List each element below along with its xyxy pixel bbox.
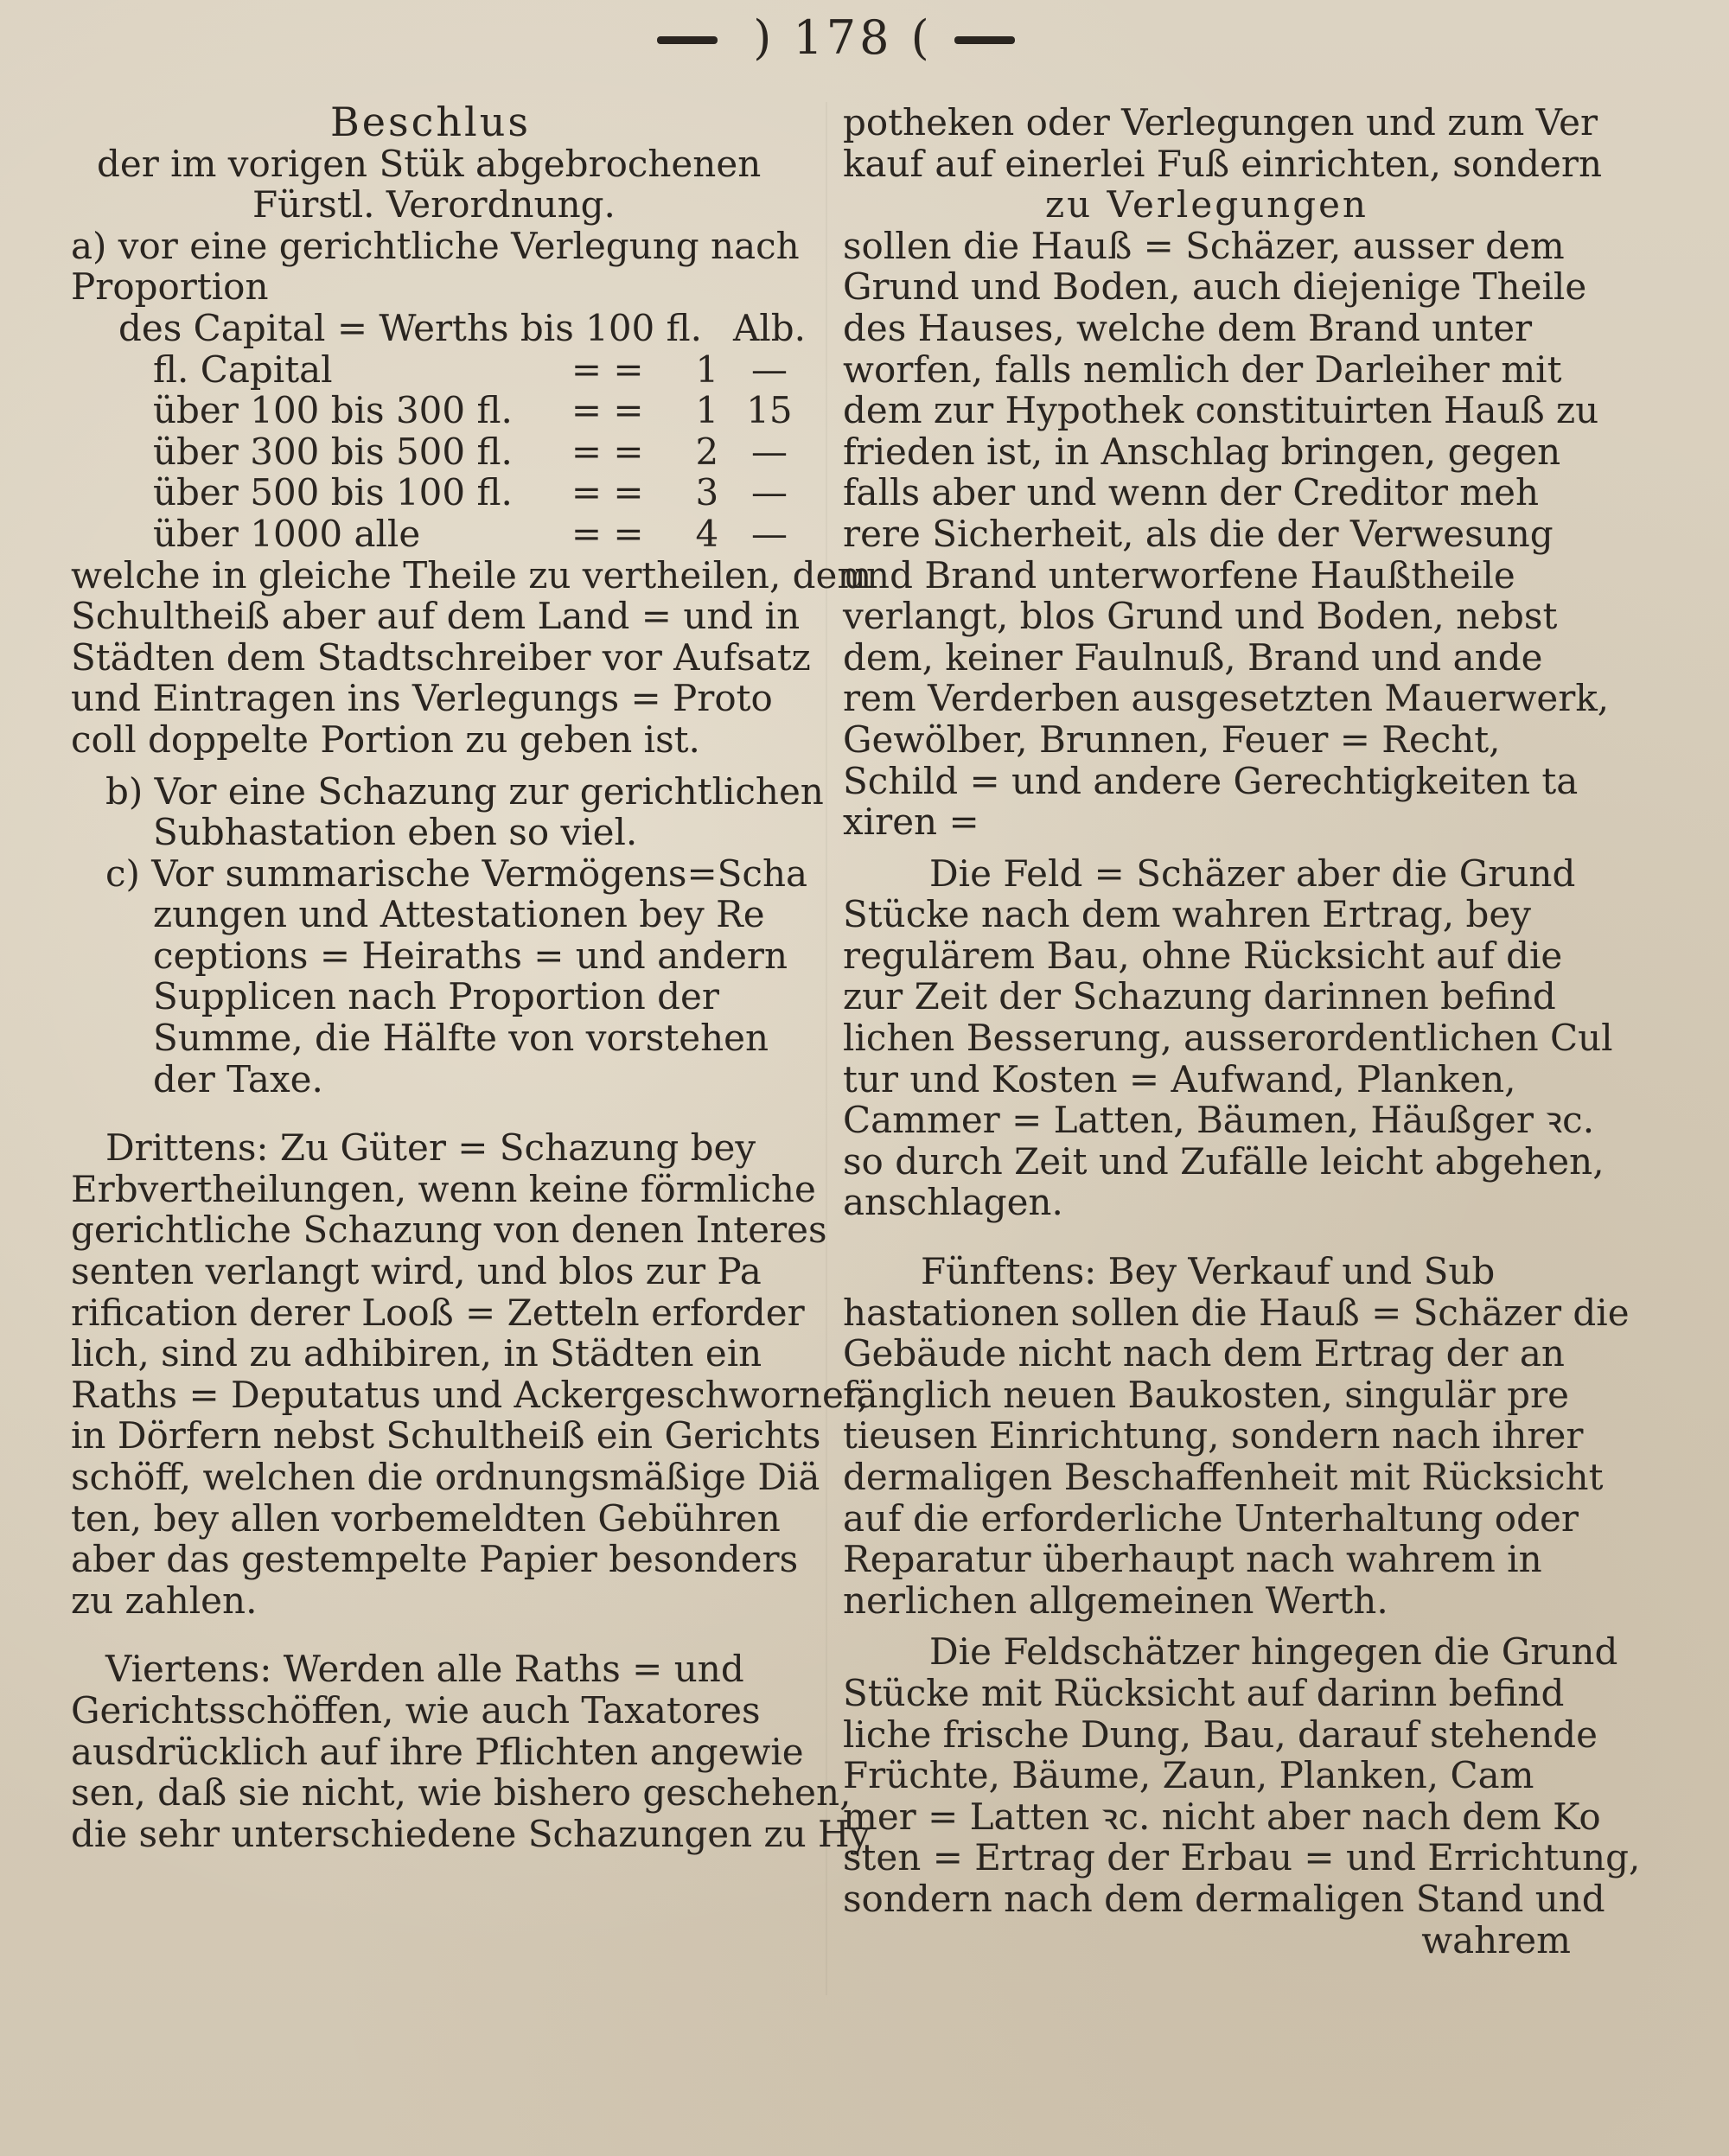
fee-range: über 100 bis 300 fl. — [153, 389, 513, 432]
text-line: Gewölber, Brunnen, Feuer = Recht, — [843, 718, 1501, 761]
table-row — [71, 472, 806, 513]
text-line: Supplicen nach Proportion der — [153, 975, 719, 1018]
text-line: Gerichtsschöffen, wie auch Taxatores — [71, 1688, 761, 1732]
text-line: Erbvertheilungen, wenn keine förmliche — [71, 1167, 816, 1210]
text-line: Cammer = Latten, Bäumen, Häußger ꝛc. — [843, 1099, 1595, 1142]
text-line: Viertens: Werden alle Raths = und — [105, 1648, 744, 1691]
text-line: Schultheiß aber auf dem Land = und in — [71, 595, 801, 638]
text-line: a) vor eine gerichtliche Verlegung nach — [71, 224, 800, 267]
text-line: so durch Zeit und Zufälle leicht abgehen, — [843, 1139, 1605, 1183]
text-line: regulärem Bau, ohne Rücksicht auf die — [843, 934, 1563, 977]
text-line: liche frische Dung, Bau, darauf stehende — [843, 1713, 1598, 1756]
page-header — [0, 10, 1729, 71]
fee-range: über 300 bis 500 fl. — [153, 430, 513, 473]
text-line: des Hauses, welche dem Brand unter — [843, 306, 1533, 349]
text-line: ten, bey allen vorbemeldten Gebühren — [71, 1496, 781, 1540]
fee-sep: = = — [571, 430, 644, 473]
text-line: hastationen sollen die Hauß = Schäzer die — [843, 1291, 1630, 1334]
text-line: rem Verderben ausgesetzten Mauerwerk, — [843, 677, 1610, 720]
fee-sep: = = — [571, 471, 644, 514]
text-line: Proportion — [71, 265, 269, 309]
text-line: falls aber und wenn der Creditor meh — [843, 471, 1540, 514]
text-line: dermaligen Beschaffenheit mit Rücksicht — [843, 1456, 1604, 1498]
text-line: xiren = — [843, 801, 979, 844]
text-line: welche in gleiche Theile zu vertheilen, dem — [71, 553, 872, 596]
text-line: potheken oder Verlegungen und zum Ver — [843, 101, 1598, 144]
text-line: in Dörfern nebst Schultheiß ein Gerichts — [71, 1414, 821, 1458]
table-row — [71, 513, 806, 555]
text-line: tieusen Einrichtung, sondern nach ihrer — [843, 1414, 1584, 1458]
table-row — [71, 431, 806, 473]
text-line: dem zur Hypothek constituirten Hauß zu — [843, 389, 1599, 432]
table-row — [71, 390, 806, 431]
text-line: aber das gestempelte Papier besonders — [71, 1538, 799, 1581]
text-line: Summe, die Hälfte von vorstehen — [153, 1017, 769, 1060]
catchword: wahrem — [1421, 1918, 1571, 1961]
fee-table-header-label: des Capital = Werths bis 100 fl. — [118, 306, 702, 349]
fee-alb: — — [750, 512, 788, 555]
text-line: Die Feldschätzer hingegen die Grund — [929, 1630, 1618, 1674]
text-line: nerlichen allgemeinen Werth. — [843, 1579, 1388, 1622]
fee-sep: = = — [571, 348, 644, 391]
fee-alb: — — [750, 471, 788, 514]
fee-sep: = = — [571, 512, 644, 555]
text-line: Gebäude nicht nach dem Ertrag der an — [843, 1332, 1565, 1375]
text-line: der Taxe. — [153, 1057, 323, 1100]
text-line: fänglich neuen Baukosten, singulär pre — [843, 1373, 1569, 1416]
right-column — [843, 101, 1641, 1961]
text-line: Früchte, Bäume, Zaun, Planken, Cam — [843, 1754, 1534, 1797]
left-column — [71, 99, 872, 1855]
fee-range: über 1000 alle — [153, 512, 421, 555]
text-line: zu zahlen. — [71, 1579, 258, 1622]
text-line: ausdrücklich auf ihre Pflichten angewie — [71, 1730, 804, 1773]
text-line: Stücke nach dem wahren Ertrag, bey — [843, 893, 1531, 936]
section-title: Beschlus — [330, 99, 531, 145]
fee-fl: 3 — [695, 471, 719, 514]
text-line: kauf auf einerlei Fuß einrichten, sondern — [843, 142, 1603, 185]
subheading: zu Verlegungen — [1044, 183, 1369, 226]
text-line: gerichtliche Schazung von denen Interes — [71, 1209, 827, 1252]
text-line: frieden ist, in Anschlag bringen, gegen — [843, 430, 1561, 473]
text-line: und Brand unterworfene Haußtheile — [843, 553, 1515, 596]
fee-alb: 15 — [746, 389, 793, 432]
text-line: worfen, falls nemlich der Darleiher mit — [843, 348, 1562, 391]
text-line: auf die erforderliche Unterhaltung oder — [843, 1496, 1579, 1540]
table-row — [71, 349, 806, 391]
text-line: Drittens: Zu Güter = Schazung bey — [105, 1126, 756, 1170]
text-line: b) Vor eine Schazung zur gerichtlichen — [105, 769, 824, 813]
text-line: sten = Ertrag der Erbau = und Errichtung, — [843, 1836, 1641, 1879]
text-line: Fünftens: Bey Verkauf und Sub — [921, 1250, 1496, 1293]
fee-table-header — [71, 308, 806, 349]
text-line: senten verlangt wird, und blos zur Pa — [71, 1250, 762, 1293]
fee-range: fl. Capital — [153, 348, 333, 391]
text-line: mer = Latten ꝛc. nicht aber nach dem Ko — [843, 1795, 1601, 1838]
text-line: sondern nach dem dermaligen Stand und — [843, 1877, 1605, 1920]
fee-fl: 1 — [695, 389, 719, 432]
fee-table — [71, 308, 806, 555]
text-line: verlangt, blos Grund und Boden, nebst — [843, 595, 1558, 638]
text-line: dem, keiner Faulnuß, Brand und ande — [843, 635, 1543, 679]
text-line: lich, sind zu adhibiren, in Städten ein — [71, 1332, 762, 1375]
section-subtitle: Fürstl. Verordnung. — [252, 183, 616, 226]
text-line: sollen die Hauß = Schäzer, ausser dem — [843, 224, 1565, 267]
text-line: sen, daß sie nicht, wie bishero geschehen, — [71, 1771, 852, 1815]
text-line: Reparatur überhaupt nach wahrem in — [843, 1538, 1542, 1581]
text-line: rere Sicherheit, als die der Verwesung — [843, 512, 1554, 555]
text-line: rification derer Looß = Zetteln erforder — [71, 1291, 805, 1334]
text-line: coll doppelte Portion zu geben ist. — [71, 718, 700, 761]
fee-alb: — — [750, 430, 788, 473]
text-line: tur und Kosten = Aufwand, Planken, — [843, 1057, 1516, 1100]
text-line: anschlagen. — [843, 1181, 1063, 1224]
text-line: Raths = Deputatus und Ackergeschworner, — [71, 1373, 869, 1416]
fee-table-header-unit: Alb. — [732, 306, 806, 349]
text-line: Schild = und andere Gerechtigkeiten ta — [843, 759, 1579, 802]
fee-alb: — — [750, 348, 788, 391]
text-line: zur Zeit der Schazung darinnen befind — [843, 975, 1556, 1018]
header-rule-left — [657, 36, 718, 44]
text-line: die sehr unterschiedene Schazungen zu Hy — [71, 1812, 871, 1855]
text-line: zungen und Attestationen bey Re — [153, 893, 765, 936]
text-line: Städten dem Stadtschreiber vor Aufsatz — [71, 635, 811, 679]
text-line: Stücke mit Rücksicht auf darinn befind — [843, 1671, 1565, 1714]
text-line: Grund und Boden, auch diejenige Theile — [843, 265, 1587, 309]
page-number: ) 178 ( — [753, 10, 933, 65]
column-gutter — [826, 102, 827, 1995]
fee-fl: 4 — [695, 512, 719, 555]
fee-fl: 1 — [695, 348, 719, 391]
section-subtitle: der im vorigen Stük abgebrochenen — [97, 142, 762, 185]
header-rule-right — [954, 36, 1015, 44]
fee-range: über 500 bis 100 fl. — [153, 471, 513, 514]
fee-sep: = = — [571, 389, 644, 432]
text-line: Subhastation eben so viel. — [153, 811, 638, 854]
text-line: lichen Besserung, ausserordentlichen Cul — [843, 1017, 1613, 1060]
text-line: c) Vor summarische Vermögens=Scha — [105, 852, 808, 895]
fee-fl: 2 — [695, 430, 719, 473]
text-line: und Eintragen ins Verlegungs = Proto — [71, 677, 773, 720]
text-line: schöff, welchen die ordnungsmäßige Diä — [71, 1456, 820, 1498]
text-line: ceptions = Heiraths = und andern — [153, 934, 788, 977]
text-line: Die Feld = Schäzer aber die Grund — [929, 852, 1576, 895]
